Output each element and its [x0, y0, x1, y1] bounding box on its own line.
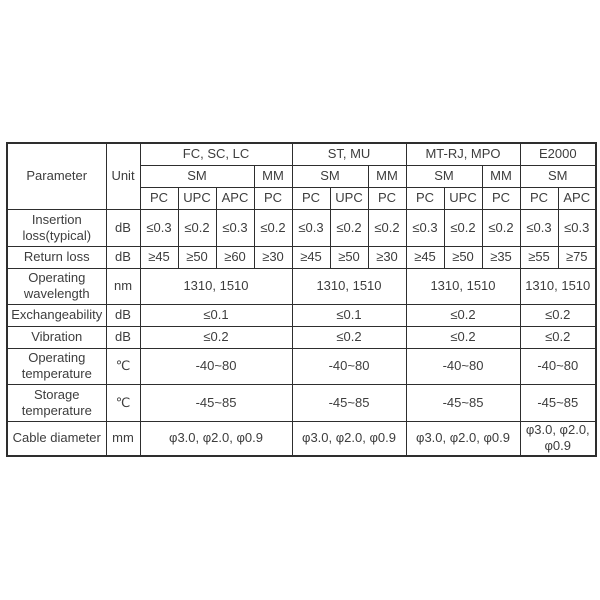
- value-cell: -40~80: [292, 348, 406, 384]
- value-cell: 1310, 1510: [292, 268, 406, 304]
- value-cell: -45~85: [520, 384, 596, 421]
- unit-cell: dB: [106, 246, 140, 268]
- value-cell: ≤0.2: [178, 209, 216, 246]
- polish-header-cell: APC: [216, 187, 254, 209]
- polish-header-cell: PC: [482, 187, 520, 209]
- value-cell: -45~85: [140, 384, 292, 421]
- value-cell: ≥30: [254, 246, 292, 268]
- mode-header-mm: MM: [254, 165, 292, 187]
- value-cell: 1310, 1510: [140, 268, 292, 304]
- table-row-return-loss: [7, 246, 596, 268]
- table-row-storage-temperature: [7, 384, 596, 421]
- polish-header-cell: UPC: [178, 187, 216, 209]
- value-cell: φ3.0, φ2.0, φ0.9: [140, 421, 292, 456]
- value-cell: ≤0.3: [216, 209, 254, 246]
- polish-header-cell: PC: [292, 187, 330, 209]
- value-cell: -45~85: [406, 384, 520, 421]
- unit-cell: ℃: [106, 384, 140, 421]
- value-cell: -40~80: [140, 348, 292, 384]
- unit-cell: nm: [106, 268, 140, 304]
- value-cell: ≤0.3: [558, 209, 596, 246]
- group-header-mtrj-mpo: MT-RJ, MPO: [406, 143, 520, 165]
- value-cell: ≥45: [406, 246, 444, 268]
- header-row-groups: [7, 143, 596, 165]
- unit-cell: dB: [106, 209, 140, 246]
- value-cell: ≤0.2: [444, 209, 482, 246]
- value-cell: ≤0.2: [140, 326, 292, 348]
- polish-header-cell: PC: [140, 187, 178, 209]
- row-label: Operating wavelength: [7, 268, 106, 304]
- mode-header-mm: MM: [482, 165, 520, 187]
- value-cell: ≤0.2: [520, 326, 596, 348]
- value-cell: ≥45: [140, 246, 178, 268]
- mode-header-sm: SM: [406, 165, 482, 187]
- value-cell: -40~80: [520, 348, 596, 384]
- table-row-cable-diameter: [7, 421, 596, 456]
- polish-header-cell: PC: [520, 187, 558, 209]
- unit-cell: ℃: [106, 348, 140, 384]
- value-cell: φ3.0, φ2.0, φ0.9: [292, 421, 406, 456]
- polish-header-cell: PC: [254, 187, 292, 209]
- group-header-e2000: E2000: [520, 143, 596, 165]
- table-row-exchangeability: [7, 304, 596, 326]
- row-label: Cable diameter: [7, 421, 106, 456]
- polish-header-cell: PC: [368, 187, 406, 209]
- row-label: Vibration: [7, 326, 106, 348]
- mode-header-sm: SM: [140, 165, 254, 187]
- table-row-insertion-loss: [7, 209, 596, 246]
- unit-cell: mm: [106, 421, 140, 456]
- value-cell: ≥55: [520, 246, 558, 268]
- polish-header-cell: APC: [558, 187, 596, 209]
- value-cell: ≥50: [178, 246, 216, 268]
- row-label: Operating temperature: [7, 348, 106, 384]
- value-cell: φ3.0, φ2.0, φ0.9: [520, 421, 596, 456]
- value-cell: ≤0.3: [406, 209, 444, 246]
- value-cell: ≤0.3: [520, 209, 558, 246]
- value-cell: ≥60: [216, 246, 254, 268]
- polish-header-cell: UPC: [444, 187, 482, 209]
- value-cell: ≤0.2: [330, 209, 368, 246]
- value-cell: ≥35: [482, 246, 520, 268]
- row-label: Exchangeability: [7, 304, 106, 326]
- spec-table-container: [6, 142, 597, 457]
- value-cell: ≥45: [292, 246, 330, 268]
- table-row-operating-wavelength: [7, 268, 596, 304]
- mode-header-sm: SM: [520, 165, 596, 187]
- row-label: Insertion loss(typical): [7, 209, 106, 246]
- row-label: Storage temperature: [7, 384, 106, 421]
- value-cell: ≤0.1: [292, 304, 406, 326]
- group-header-st-mu: ST, MU: [292, 143, 406, 165]
- unit-cell: dB: [106, 326, 140, 348]
- table-row-vibration: [7, 326, 596, 348]
- table-row-operating-temperature: [7, 348, 596, 384]
- group-header-fc-sc-lc: FC, SC, LC: [140, 143, 292, 165]
- value-cell: ≤0.2: [254, 209, 292, 246]
- value-cell: -45~85: [292, 384, 406, 421]
- row-label: Return loss: [7, 246, 106, 268]
- value-cell: ≤0.2: [406, 326, 520, 348]
- value-cell: ≥30: [368, 246, 406, 268]
- value-cell: ≤0.2: [520, 304, 596, 326]
- mode-header-mm: MM: [368, 165, 406, 187]
- unit-cell: dB: [106, 304, 140, 326]
- polish-header-cell: UPC: [330, 187, 368, 209]
- unit-header: Unit: [106, 143, 140, 209]
- value-cell: 1310, 1510: [520, 268, 596, 304]
- value-cell: -40~80: [406, 348, 520, 384]
- mode-header-sm: SM: [292, 165, 368, 187]
- value-cell: ≥75: [558, 246, 596, 268]
- value-cell: ≤0.2: [482, 209, 520, 246]
- value-cell: ≥50: [330, 246, 368, 268]
- value-cell: ≤0.1: [140, 304, 292, 326]
- value-cell: ≤0.2: [292, 326, 406, 348]
- value-cell: φ3.0, φ2.0, φ0.9: [406, 421, 520, 456]
- value-cell: ≤0.3: [140, 209, 178, 246]
- parameter-header: Parameter: [7, 143, 106, 209]
- polish-header-cell: PC: [406, 187, 444, 209]
- value-cell: ≥50: [444, 246, 482, 268]
- value-cell: ≤0.2: [368, 209, 406, 246]
- connector-spec-table: [6, 142, 597, 457]
- value-cell: ≤0.3: [292, 209, 330, 246]
- value-cell: 1310, 1510: [406, 268, 520, 304]
- value-cell: ≤0.2: [406, 304, 520, 326]
